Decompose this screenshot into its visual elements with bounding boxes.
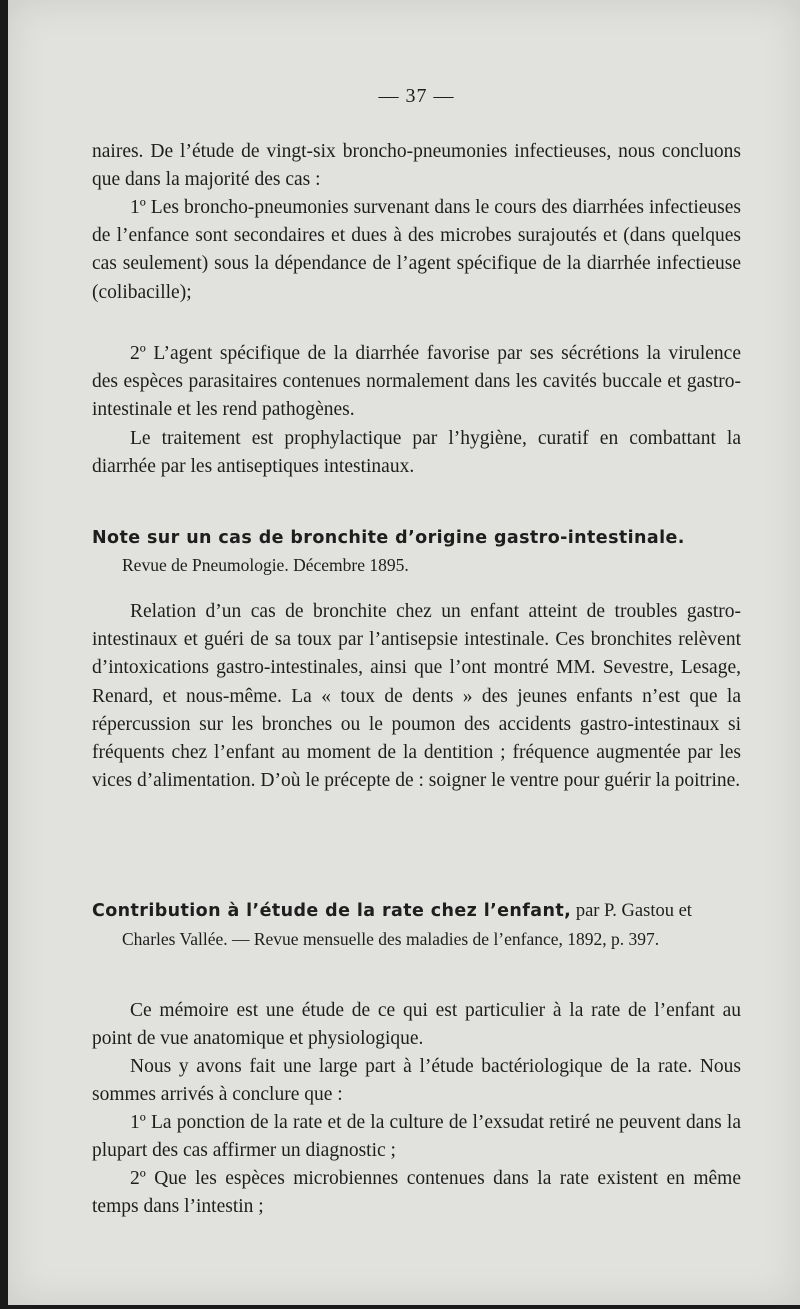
section2-title: Note sur un cas de bronchite d’origine gastro-intestinale. <box>92 528 685 548</box>
section2-paragraph-1: Relation d’un cas de bronchite chez un enfant atteint de troubles gastro-intestinaux et guéri de sa toux par l’antisepsie intestinale. Ces bronchites relèvent d’intoxications gastro-intestinales, ainsi que l’ont montré MM. Sevestre, Lesage, Renard, et nous-même. La « toux de dents » des jeunes enfants n’est que la répercussion sur les bronches ou le poumon des accidents gastro-intestinaux si fréquents chez l’enfant au moment de la dentition ; fréquence augmentée par les vices d’alimentation. D’où le précepte de : soigner le ventre pour guérir la poitrine. <box>92 601 741 792</box>
section1-paragraph-2: 1º Les broncho-pneumonies survenant dans le cours des diarrhées infectieuses de l’enfance sont secondaires et dues à des microbes surajoutés et (dans quelques cas seulement) sous la dépendance de l’agent spécifique de la diarrhée infectieuse (colibacille); <box>92 197 741 303</box>
section3-paragraph-4: 2º Que les espèces microbiennes contenues dans la rate existent en même temps dans l’intestin ; <box>92 1168 741 1218</box>
section1-paragraph-4: Le traitement est prophylactique par l’hygiène, curatif en combattant la diarrhée par les antiseptiques intestinaux. <box>92 428 741 478</box>
section2-source: Revue de Pneumologie. Décembre 1895. <box>122 555 409 575</box>
section1-paragraph-1: naires. De l’étude de vingt-six broncho-pneumonies infectieuses, nous concluons que dans la majorité des cas : <box>92 141 741 191</box>
section1-paragraph-3: 2º L’agent spécifique de la diarrhée favorise par ses sécrétions la virulence des espèces parasitaires contenues normalement dans les cavités buccale et gastro-intestinale et les rend pathogènes. <box>92 343 741 421</box>
section3-authors: par P. Gastou et <box>571 901 692 921</box>
section3-source: Charles Vallée. — Revue mensuelle des maladies de l’enfance, 1892, p. 397. <box>122 929 660 949</box>
section3-paragraph-2: Nous y avons fait une large part à l’étude bactériologique de la rate. Nous sommes arrivés à conclure que : <box>92 1056 741 1106</box>
section3-paragraph-1: Ce mémoire est une étude de ce qui est particulier à la rate de l’enfant au point de vue anatomique et physiologique. <box>92 1000 741 1050</box>
page-number: — 37 — <box>378 85 455 107</box>
section3-paragraph-3: 1º La ponction de la rate et de la culture de l’exsudat retiré ne peuvent dans la plupart des cas affirmer un diagnostic ; <box>92 1112 741 1162</box>
section3-title: Contribution à l’étude de la rate chez l’enfant, <box>92 901 572 921</box>
section3-heading <box>92 898 741 924</box>
document-page <box>8 0 800 1305</box>
